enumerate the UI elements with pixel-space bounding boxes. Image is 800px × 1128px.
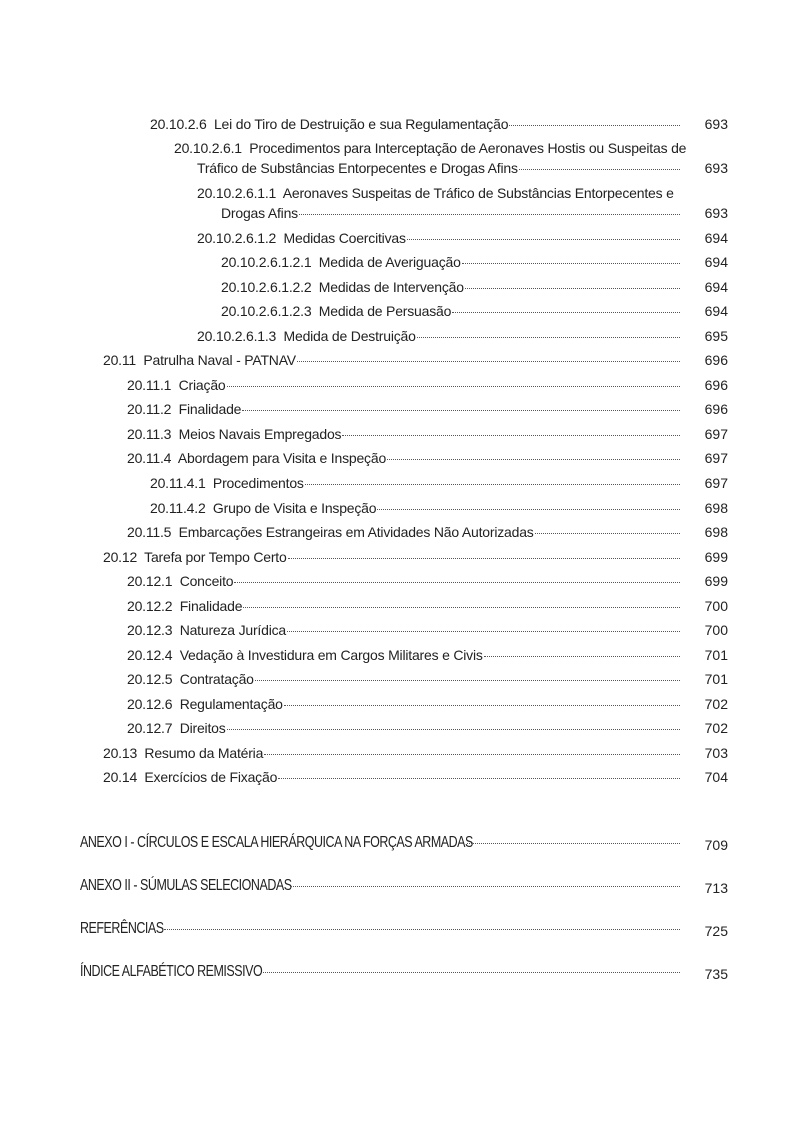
toc-entry-page: 694 [704,279,728,295]
toc-entry-label: 20.10.2.6.1.2.3 Medida de Persuasão [221,303,452,319]
toc-entry-label: 20.12.3 Natureza Jurídica [127,622,287,638]
leader-dots [305,484,680,485]
leader-dots [290,886,680,887]
leader-dots [462,263,680,264]
toc-entry-page: 695 [704,328,728,344]
toc-entry-label-continued: Tráfico de Substâncias Entorpecentes e Drogas Afins [197,160,518,176]
leader-dots [255,680,680,681]
toc-entry-label: 20.10.2.6 Lei do Tiro de Destruição e sua Regulamentação [150,116,509,132]
toc-entry-page: 698 [704,524,728,540]
toc-entry-label: 20.12.5 Contratação [127,671,254,687]
toc-entry-page: 703 [704,745,728,761]
leader-dots [387,459,680,460]
leader-dots [509,125,680,126]
toc-entry-label: 20.12 Tarefa por Tempo Certo [103,549,287,565]
toc-entry-page: 701 [704,671,728,687]
leader-dots [227,386,681,387]
annex-entry-page: 725 [704,923,728,939]
toc-entry-label: 20.11.3 Meios Navais Empregados [127,426,342,442]
annex-entry-label: ÍNDICE ALFABÉTICO REMISSIVO [80,963,263,980]
annex-entry-page: 735 [704,966,728,982]
toc-entry-label: 20.10.2.6.1.2.2 Medidas de Intervenção [221,279,464,295]
leader-dots [264,754,680,755]
toc-entry-label: 20.12.2 Finalidade [127,598,243,614]
annex-entry-label: ANEXO II - SÚMULAS SELECIONADAS [80,877,292,894]
toc-entry-page: 702 [704,696,728,712]
leader-dots [234,582,680,583]
toc-entry-label: 20.11 Patrulha Naval - PATNAV [103,352,296,368]
toc-entry-label: 20.12.6 Regulamentação [127,696,283,712]
toc-entry-label: 20.10.2.6.1 Procedimentos para Interceptação de Aeronaves Hostis ou Suspeitas de [174,140,687,156]
toc-entry-label: 20.11.4.1 Procedimentos [150,475,304,491]
toc-entry-page: 697 [704,450,728,466]
leader-dots [284,705,680,706]
annex-entry-page: 713 [704,880,728,896]
toc-entry-page: 694 [704,254,728,270]
toc-entry-label: 20.11.2 Finalidade [127,401,242,417]
annex-entry-page: 709 [704,837,728,853]
toc-entry-page: 693 [704,116,728,132]
toc-entry-page: 696 [704,401,728,417]
toc-entry-label: 20.12.7 Direitos [127,720,226,736]
leader-dots [407,239,680,240]
leader-dots [227,729,680,730]
toc-entry-label: 20.11.5 Embarcações Estrangeiras em Atividades Não Autorizadas [127,524,534,540]
toc-entry-page: 704 [704,769,728,785]
toc-entry-page: 697 [704,426,728,442]
leader-dots [519,169,680,170]
leader-dots [465,288,680,289]
toc-entry-label: 20.11.1 Criação [127,377,226,393]
toc-entry-page: 702 [704,720,728,736]
leader-dots [297,361,680,362]
toc-entry-label: 20.11.4.2 Grupo de Visita e Inspeção [150,500,377,516]
toc-entry-page: 698 [704,500,728,516]
leader-dots [263,972,680,973]
toc-entry-label: 20.12.1 Conceito [127,573,234,589]
leader-dots [299,214,680,215]
toc-entry-label: 20.13 Resumo da Matéria [103,745,264,761]
toc-entry-label: 20.10.2.6.1.3 Medida de Destruição [197,328,416,344]
leader-dots [242,410,680,411]
leader-dots [452,312,680,313]
toc-entry-page: 697 [704,475,728,491]
leader-dots [278,778,680,779]
leader-dots [484,656,680,657]
toc-entry-label: 20.10.2.6.1.2 Medidas Coercitivas [197,230,406,246]
toc-entry-label: 20.12.4 Vedação à Investidura em Cargos Militares e Civis [127,647,483,663]
leader-dots [287,631,680,632]
toc-entry-page: 700 [704,598,728,614]
leader-dots [417,337,680,338]
toc-entry-label: 20.11.4 Abordagem para Visita e Inspeção [127,450,387,466]
leader-dots [342,435,680,436]
toc-entry-label: 20.14 Exercícios de Fixação [103,769,278,785]
leader-dots [243,607,680,608]
toc-entry-page: 701 [704,647,728,663]
toc-entry-label-continued: Drogas Afins [221,205,298,221]
toc-entry-page: 694 [704,303,728,319]
toc-entry-label: 20.10.2.6.1.2.1 Medida de Averiguação [221,254,461,270]
toc-entry-page: 696 [704,377,728,393]
leader-dots [467,843,680,844]
toc-entry-page: 693 [704,205,728,221]
toc-entry-page: 694 [704,230,728,246]
toc-entry-page: 699 [704,573,728,589]
toc-entry-page: 696 [704,352,728,368]
toc-entry-label: 20.10.2.6.1.1 Aeronaves Suspeitas de Tráfico de Substâncias Entorpecentes e [197,185,674,201]
toc-entry-page: 699 [704,549,728,565]
leader-dots [164,929,680,930]
annex-entry-label: REFERÊNCIAS [80,920,164,937]
leader-dots [377,509,680,510]
leader-dots [288,558,680,559]
toc-entry-page: 700 [704,622,728,638]
toc-entry-page: 693 [704,160,728,176]
annex-entry-label: ANEXO I - CÍRCULOS E ESCALA HIERÁRQUICA NA FORÇAS ARMADAS [80,834,473,851]
leader-dots [535,533,680,534]
